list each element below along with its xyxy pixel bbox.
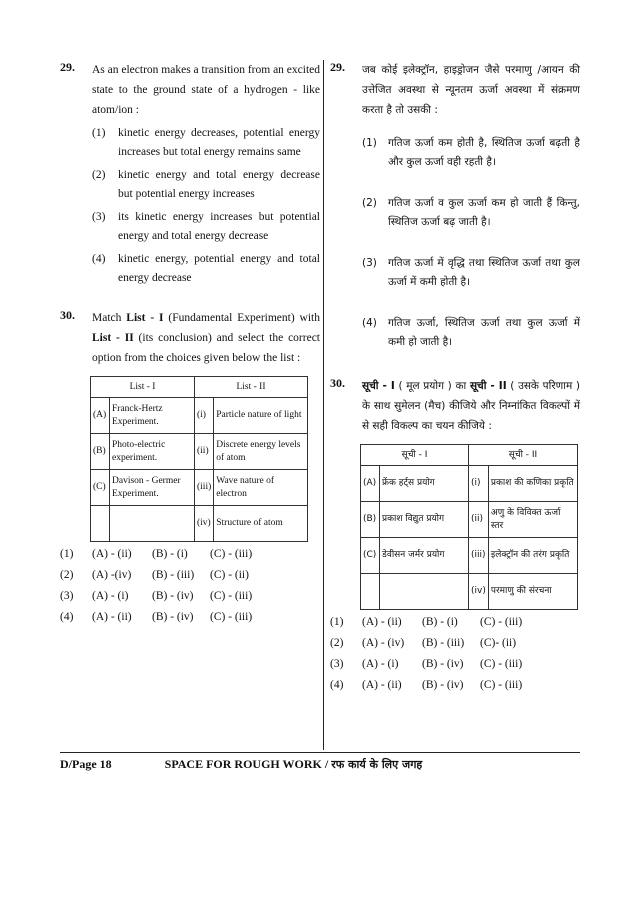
- option-number: (1): [362, 137, 377, 149]
- row-label: [361, 574, 380, 610]
- row-label: (A): [361, 466, 380, 502]
- answer-part: (C) - (ii): [210, 569, 249, 581]
- table-cell: Particle nature of light: [214, 398, 308, 434]
- row-label: (B): [361, 502, 380, 538]
- option-text: गतिज ऊर्जा व कुल ऊर्जा कम हो जाती हैं किन्तु, स्थितिज ऊर्जा बढ़ जाती है।: [388, 197, 580, 228]
- table-cell: अणु के विविक्त ऊर्जा स्तर: [488, 502, 577, 538]
- answer-number: (2): [60, 569, 74, 581]
- question-29-en: [60, 60, 320, 288]
- option-number: (4): [362, 317, 377, 329]
- row-label: (iii): [469, 538, 489, 574]
- answer-row: [330, 637, 580, 658]
- table-cell: [110, 506, 195, 542]
- answer-part: (A) - (i): [362, 658, 399, 670]
- list-1-label: List - I: [126, 312, 164, 324]
- answer-part: (C) - (iii): [480, 679, 523, 691]
- option-text: kinetic energy and total energy decrease but potential energy increases: [118, 169, 320, 200]
- answer-row: [60, 569, 320, 590]
- option-number: (2): [92, 169, 106, 181]
- question-30-hi: [330, 376, 580, 700]
- question-number: 29.: [60, 60, 75, 74]
- question-text: [362, 376, 580, 436]
- table-cell: Wave nature of electron: [214, 470, 308, 506]
- answer-part: (A) - (i): [92, 590, 129, 602]
- option-3: [362, 254, 580, 292]
- answer-part: (A) - (ii): [92, 611, 132, 623]
- answer-number: (3): [60, 590, 74, 602]
- answer-part: (C) - (iii): [480, 616, 523, 628]
- text-part: ( उसके परिणाम ) के साथ सुमेलन (मैच) कीजिये और निम्नांकित विकल्पों में से सही विकल्प का चयन कीजिये :: [362, 380, 581, 432]
- answer-part: (B) - (iv): [422, 679, 464, 691]
- table-cell: Franck-Hertz Experiment.: [110, 398, 195, 434]
- option-text: kinetic energy decreases, potential energy increases but total energy remains same: [118, 127, 320, 158]
- column-divider: [323, 60, 324, 750]
- question-text: जब कोई इलेक्ट्रॉन, हाइड्रोजन जैसे परमाणु /आयन की उत्तेजित अवस्था से न्यूनतम ऊर्जा अवस्था में संक्रमण करता है तो उसकी :: [362, 64, 580, 116]
- row-label: (C): [91, 470, 110, 506]
- answer-part: (A) - (ii): [92, 548, 132, 560]
- option-4: [92, 250, 320, 288]
- option-text: गतिज ऊर्जा, स्थितिज ऊर्जा तथा कुल ऊर्जा में कमी हो जाती है।: [388, 317, 580, 348]
- list-2-label: सूची - II: [469, 380, 507, 392]
- question-29-hi: [330, 60, 580, 352]
- option-text: गतिज ऊर्जा में वृद्धि तथा स्थितिज ऊर्जा तथा कुल ऊर्जा में कमी होती है।: [388, 257, 580, 288]
- footer-rule: [60, 752, 580, 753]
- answer-part: (A) -(iv): [92, 569, 132, 581]
- option-number: (2): [362, 197, 377, 209]
- row-label: (i): [195, 398, 214, 434]
- table-cell: परमाणु की संरचना: [488, 574, 577, 610]
- option-3: [92, 208, 320, 246]
- answer-part: (C) - (iii): [480, 658, 523, 670]
- hindi-column: [330, 60, 580, 700]
- row-label: (A): [91, 398, 110, 434]
- answer-part: (C) - (iii): [210, 611, 253, 623]
- row-label: (ii): [469, 502, 489, 538]
- list-1-label: सूची - I: [362, 380, 395, 392]
- option-number: (3): [92, 211, 106, 223]
- option-number: (1): [92, 127, 106, 139]
- answer-part: (C)- (ii): [480, 637, 517, 649]
- row-label: (ii): [195, 434, 214, 470]
- row-label: (iii): [195, 470, 214, 506]
- answer-part: (A) - (iv): [362, 637, 405, 649]
- option-2: [92, 166, 320, 204]
- answer-part: (A) - (ii): [362, 616, 402, 628]
- row-label: (B): [91, 434, 110, 470]
- answer-part: (B) - (iv): [152, 590, 194, 602]
- answer-row: [60, 548, 320, 569]
- rough-work-label-hi: रफ कार्य के लिए जगह: [331, 758, 423, 771]
- answer-choices: [330, 616, 580, 700]
- option-1: [362, 134, 580, 172]
- row-label: [91, 506, 110, 542]
- option-2: [362, 194, 580, 232]
- option-4: [362, 314, 580, 352]
- answer-part: (B) - (iv): [152, 611, 194, 623]
- table-cell: फ्रेंक हर्ट्स प्रयोग: [380, 466, 469, 502]
- option-text: गतिज ऊर्जा कम होती है, स्थितिज ऊर्जा बढ़ती है और कुल ऊर्जा वही रहती है।: [388, 137, 580, 168]
- question-number: 29.: [330, 60, 345, 74]
- english-column: [60, 60, 320, 632]
- table-cell: [380, 574, 469, 610]
- row-label: (iv): [195, 506, 214, 542]
- answer-part: (B) - (i): [422, 616, 458, 628]
- question-number: 30.: [330, 376, 345, 390]
- question-text: [92, 308, 320, 368]
- option-number: (4): [92, 253, 106, 265]
- answer-part: (A) - (ii): [362, 679, 402, 691]
- match-table: [90, 376, 308, 542]
- answer-row: [330, 616, 580, 637]
- option-text: its kinetic energy increases but potential energy and total energy decrease: [118, 211, 320, 242]
- table-cell: Discrete energy levels of atom: [214, 434, 308, 470]
- answer-number: (1): [330, 616, 344, 628]
- answer-row: [330, 658, 580, 679]
- answer-number: (2): [330, 637, 344, 649]
- match-table: [360, 444, 578, 610]
- question-30-en: [60, 308, 320, 632]
- text-part: (Fundamental Experiment) with: [163, 312, 321, 324]
- option-1: [92, 124, 320, 162]
- page-footer: [60, 757, 580, 772]
- table-header-list-2: List - II: [195, 377, 308, 398]
- answer-part: (C) - (iii): [210, 548, 253, 560]
- answer-row: [60, 611, 320, 632]
- table-cell: Photo-electric experiment.: [110, 434, 195, 470]
- table-header-list-1: सूची - I: [361, 445, 469, 466]
- answer-number: (4): [330, 679, 344, 691]
- answer-choices: [60, 548, 320, 632]
- text-part: Match: [92, 312, 127, 324]
- row-label: (i): [469, 466, 489, 502]
- table-header-list-2: सूची - II: [469, 445, 578, 466]
- answer-row: [60, 590, 320, 611]
- table-cell: इलेक्ट्रॉन की तरंग प्रकृति: [488, 538, 577, 574]
- answer-part: (B) - (iv): [422, 658, 464, 670]
- answer-part: (C) - (iii): [210, 590, 253, 602]
- page-number: D/Page 18: [60, 757, 112, 771]
- option-number: (3): [362, 257, 377, 269]
- list-2-label: List - II: [92, 332, 134, 344]
- option-text: kinetic energy, potential energy and total energy decrease: [118, 253, 320, 284]
- answer-part: (B) - (iii): [422, 637, 465, 649]
- text-part: ( मूल प्रयोग ) का: [394, 380, 470, 392]
- table-cell: Structure of atom: [214, 506, 308, 542]
- table-cell: डेवीसन जर्मर प्रयोग: [380, 538, 469, 574]
- question-number: 30.: [60, 308, 75, 322]
- answer-number: (4): [60, 611, 74, 623]
- answer-number: (1): [60, 548, 74, 560]
- question-text: As an electron makes a transition from an excited state to the ground state of a hydrogen - like atom/ion :: [92, 64, 321, 116]
- row-label: (C): [361, 538, 380, 574]
- answer-part: (B) - (iii): [152, 569, 195, 581]
- table-cell: प्रकाश की कणिका प्रकृति: [488, 466, 577, 502]
- rough-work-label-en: SPACE FOR ROUGH WORK /: [164, 757, 332, 771]
- table-cell: Davison - Germer Experiment.: [110, 470, 195, 506]
- answer-part: (B) - (i): [152, 548, 188, 560]
- row-label: (iv): [469, 574, 489, 610]
- answer-number: (3): [330, 658, 344, 670]
- text-part: (its conclusion) and select the correct option from the choices given below the list :: [92, 332, 320, 364]
- answer-row: [330, 679, 580, 700]
- table-header-list-1: List - I: [91, 377, 195, 398]
- table-cell: प्रकाश विद्युत प्रयोग: [380, 502, 469, 538]
